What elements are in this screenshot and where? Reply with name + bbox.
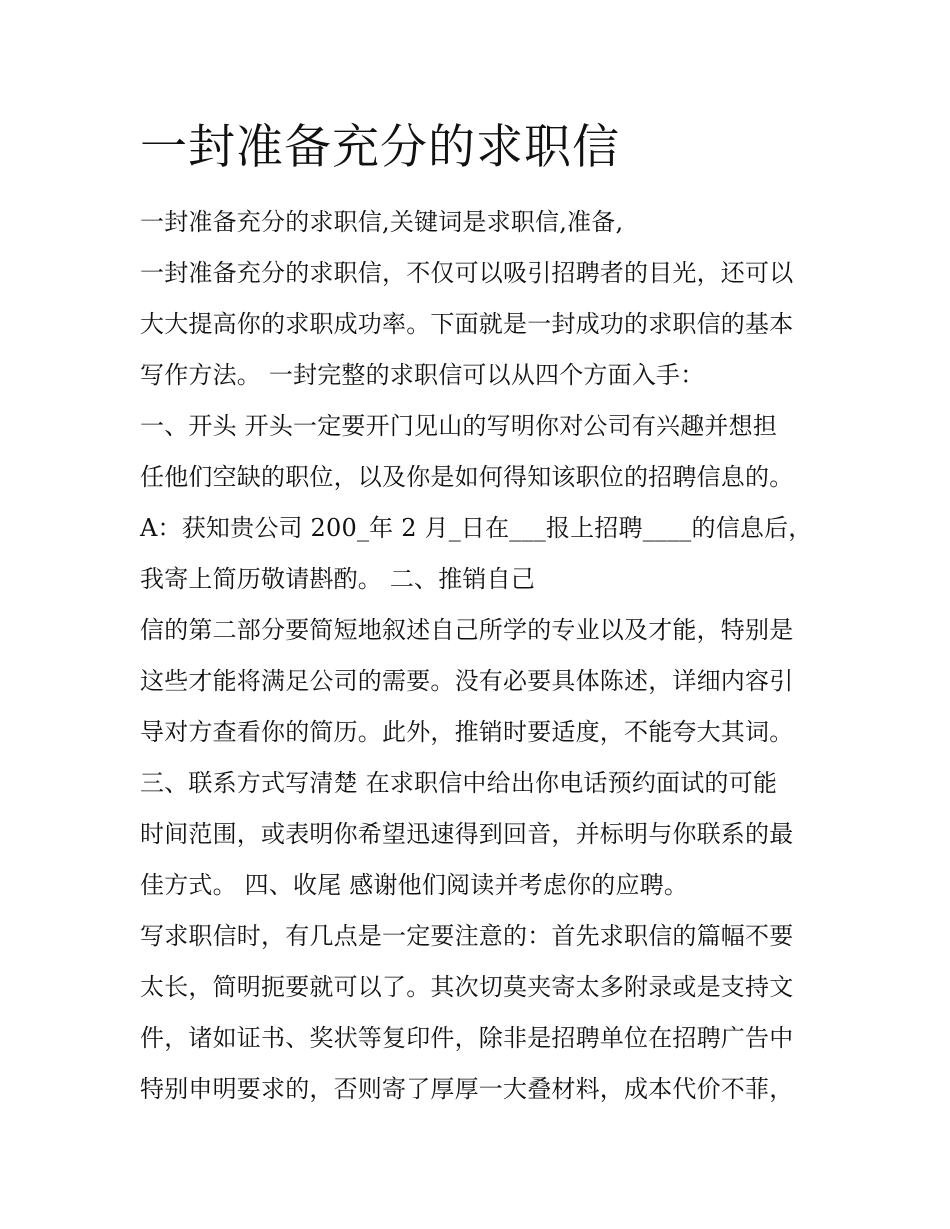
body-line: 信的第二部分要简短地叙述自己所学的专业以及才能，特别是 <box>140 616 794 644</box>
body-line: 佳方式。 四、收尾 感谢他们阅读并考虑你的应聘。 <box>140 871 689 899</box>
document-body <box>140 200 820 1118</box>
body-line: 任他们空缺的职位，以及你是如何得知该职位的招聘信息的。 <box>140 463 794 491</box>
body-line: 一、开头 开头一定要开门见山的写明你对公司有兴趣并想担 <box>140 412 778 440</box>
body-line: 导对方查看你的简历。此外，推销时要适度，不能夸大其词。 <box>140 718 794 746</box>
body-line: A：获知贵公司 200_年 2 月_日在___报上招聘____的信息后， <box>140 514 813 542</box>
body-line: 这些才能将满足公司的需要。没有必要具体陈述，详细内容引 <box>140 667 794 695</box>
body-line: 我寄上简历敬请斟酌。 二、推销自己 <box>140 565 536 593</box>
body-line: 件，诸如证书、奖状等复印件，除非是招聘单位在招聘广告中 <box>140 1024 794 1052</box>
body-line: 太长，简明扼要就可以了。其次切莫夹寄太多附录或是支持文 <box>140 973 794 1001</box>
body-line: 写求职信时，有几点是一定要注意的：首先求职信的篇幅不要 <box>140 922 794 950</box>
body-line: 写作方法。 一封完整的求职信可以从四个方面入手： <box>140 361 705 389</box>
body-line: 三、联系方式写清楚 在求职信中给出你电话预约面试的可能 <box>140 769 778 797</box>
body-line: 特别申明要求的，否则寄了厚厚一大叠材料，成本代价不菲， <box>140 1075 794 1103</box>
body-line: 一封准备充分的求职信,关键词是求职信,准备, <box>140 208 624 236</box>
body-line: 一封准备充分的求职信，不仅可以吸引招聘者的目光，还可以 <box>140 259 794 287</box>
body-line: 时间范围，或表明你希望迅速得到回音，并标明与你联系的最 <box>140 820 794 848</box>
body-line: 大大提高你的求职成功率。下面就是一封成功的求职信的基本 <box>140 310 794 338</box>
document-title: 一封准备充分的求职信 <box>140 120 620 175</box>
